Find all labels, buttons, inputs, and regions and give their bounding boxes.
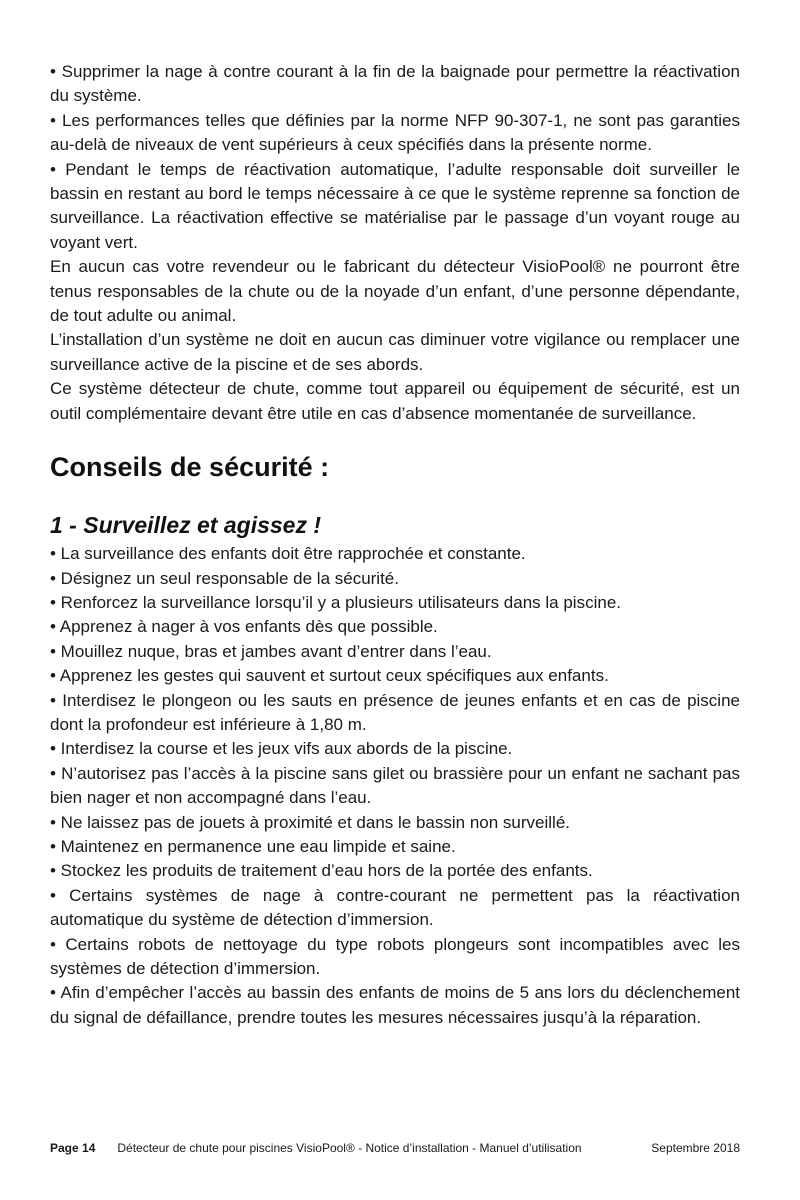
bullet-item: • Interdisez le plongeon ou les sauts en présence de jeunes enfants et en cas de piscine dont la profondeur est inférieure à 1,80 m. (50, 690, 740, 734)
bullet-item: • Afin d’empêcher l’accès au bassin des enfants de moins de 5 ans lors du déclenchement du signal de défaillance, prendre toutes les mesures nécessaires jusqu’à la réparation. (50, 983, 740, 1027)
bullet-item: • Renforcez la surveillance lorsqu’il y a plusieurs utilisateurs dans la piscine. (50, 592, 621, 612)
bullet-item: • La surveillance des enfants doit être rapprochée et constante. (50, 544, 526, 564)
bullet-item: • N’autorisez pas l’accès à la piscine sans gilet ou brassière pour un enfant ne sachant pas bien nager et non accompagné dans l’eau. (50, 763, 740, 808)
footer-title: Détecteur de chute pour piscines VisioPool® - Notice d’installation - Manuel d’utilisation (117, 1141, 582, 1155)
subsection-title: 1 - Surveillez et agissez ! (50, 512, 322, 539)
page-content (50, 60, 740, 1030)
intro-paragraph-5: L’installation d’un système ne doit en aucun cas diminuer votre vigilance ou remplacer une surveillance active de la piscine et de ses abords. (50, 330, 740, 374)
bullet-item: • Certains robots de nettoyage du type robots plongeurs sont incompatibles avec les systèmes de détection d’immersion. (50, 934, 740, 978)
intro-paragraph-1: • Supprimer la nage à contre courant à la fin de la baignade pour permettre la réactivation du système. (50, 62, 740, 106)
intro-paragraph-3: • Pendant le temps de réactivation automatique, l’adulte responsable doit surveiller le bassin en restant au bord le temps nécessaire à ce que le système reprenne sa fonction de surveillance. La réactivation effective se matérialise par le passage d’un voyant rouge au voyant vert. (50, 159, 740, 252)
bullet-item: • Apprenez les gestes qui sauvent et surtout ceux spécifiques aux enfants. (50, 666, 609, 686)
section-title: Conseils de sécurité : (50, 452, 330, 483)
page-footer (50, 1140, 740, 1156)
intro-paragraph-6: Ce système détecteur de chute, comme tout appareil ou équipement de sécurité, est un outil complémentaire devant être utile en cas d’absence momentanée de surveillance. (50, 379, 740, 423)
bullet-item: • Apprenez à nager à vos enfants dès que possible. (50, 617, 438, 637)
intro-paragraph-4: En aucun cas votre revendeur ou le fabricant du détecteur VisioPool® ne pourront être tenus responsables de la chute ou de la noyade d’un enfant, d’une personne dépendante, de tout adulte ou animal. (50, 257, 740, 326)
bullet-item: • Ne laissez pas de jouets à proximité et dans le bassin non surveillé. (50, 812, 571, 832)
bullet-item: • Maintenez en permanence une eau limpide et saine. (50, 836, 456, 856)
bullet-item: • Désignez un seul responsable de la sécurité. (50, 568, 399, 588)
bullet-item: • Certains systèmes de nage à contre-courant ne permettent pas la réactivation automatique du système de détection d’immersion. (50, 885, 740, 930)
page-number: Page 14 (50, 1141, 96, 1155)
intro-paragraph-2: • Les performances telles que définies par la norme NFP 90-307-1, ne sont pas garanties au-delà de niveaux de vent supérieurs à ceux spécifiés dans la présente norme. (50, 110, 740, 155)
footer-date: Septembre 2018 (651, 1141, 740, 1155)
bullet-item: • Mouillez nuque, bras et jambes avant d’entrer dans l’eau. (50, 641, 492, 661)
bullet-item: • Interdisez la course et les jeux vifs aux abords de la piscine. (50, 739, 513, 759)
bullet-item: • Stockez les produits de traitement d’eau hors de la portée des enfants. (50, 861, 593, 881)
